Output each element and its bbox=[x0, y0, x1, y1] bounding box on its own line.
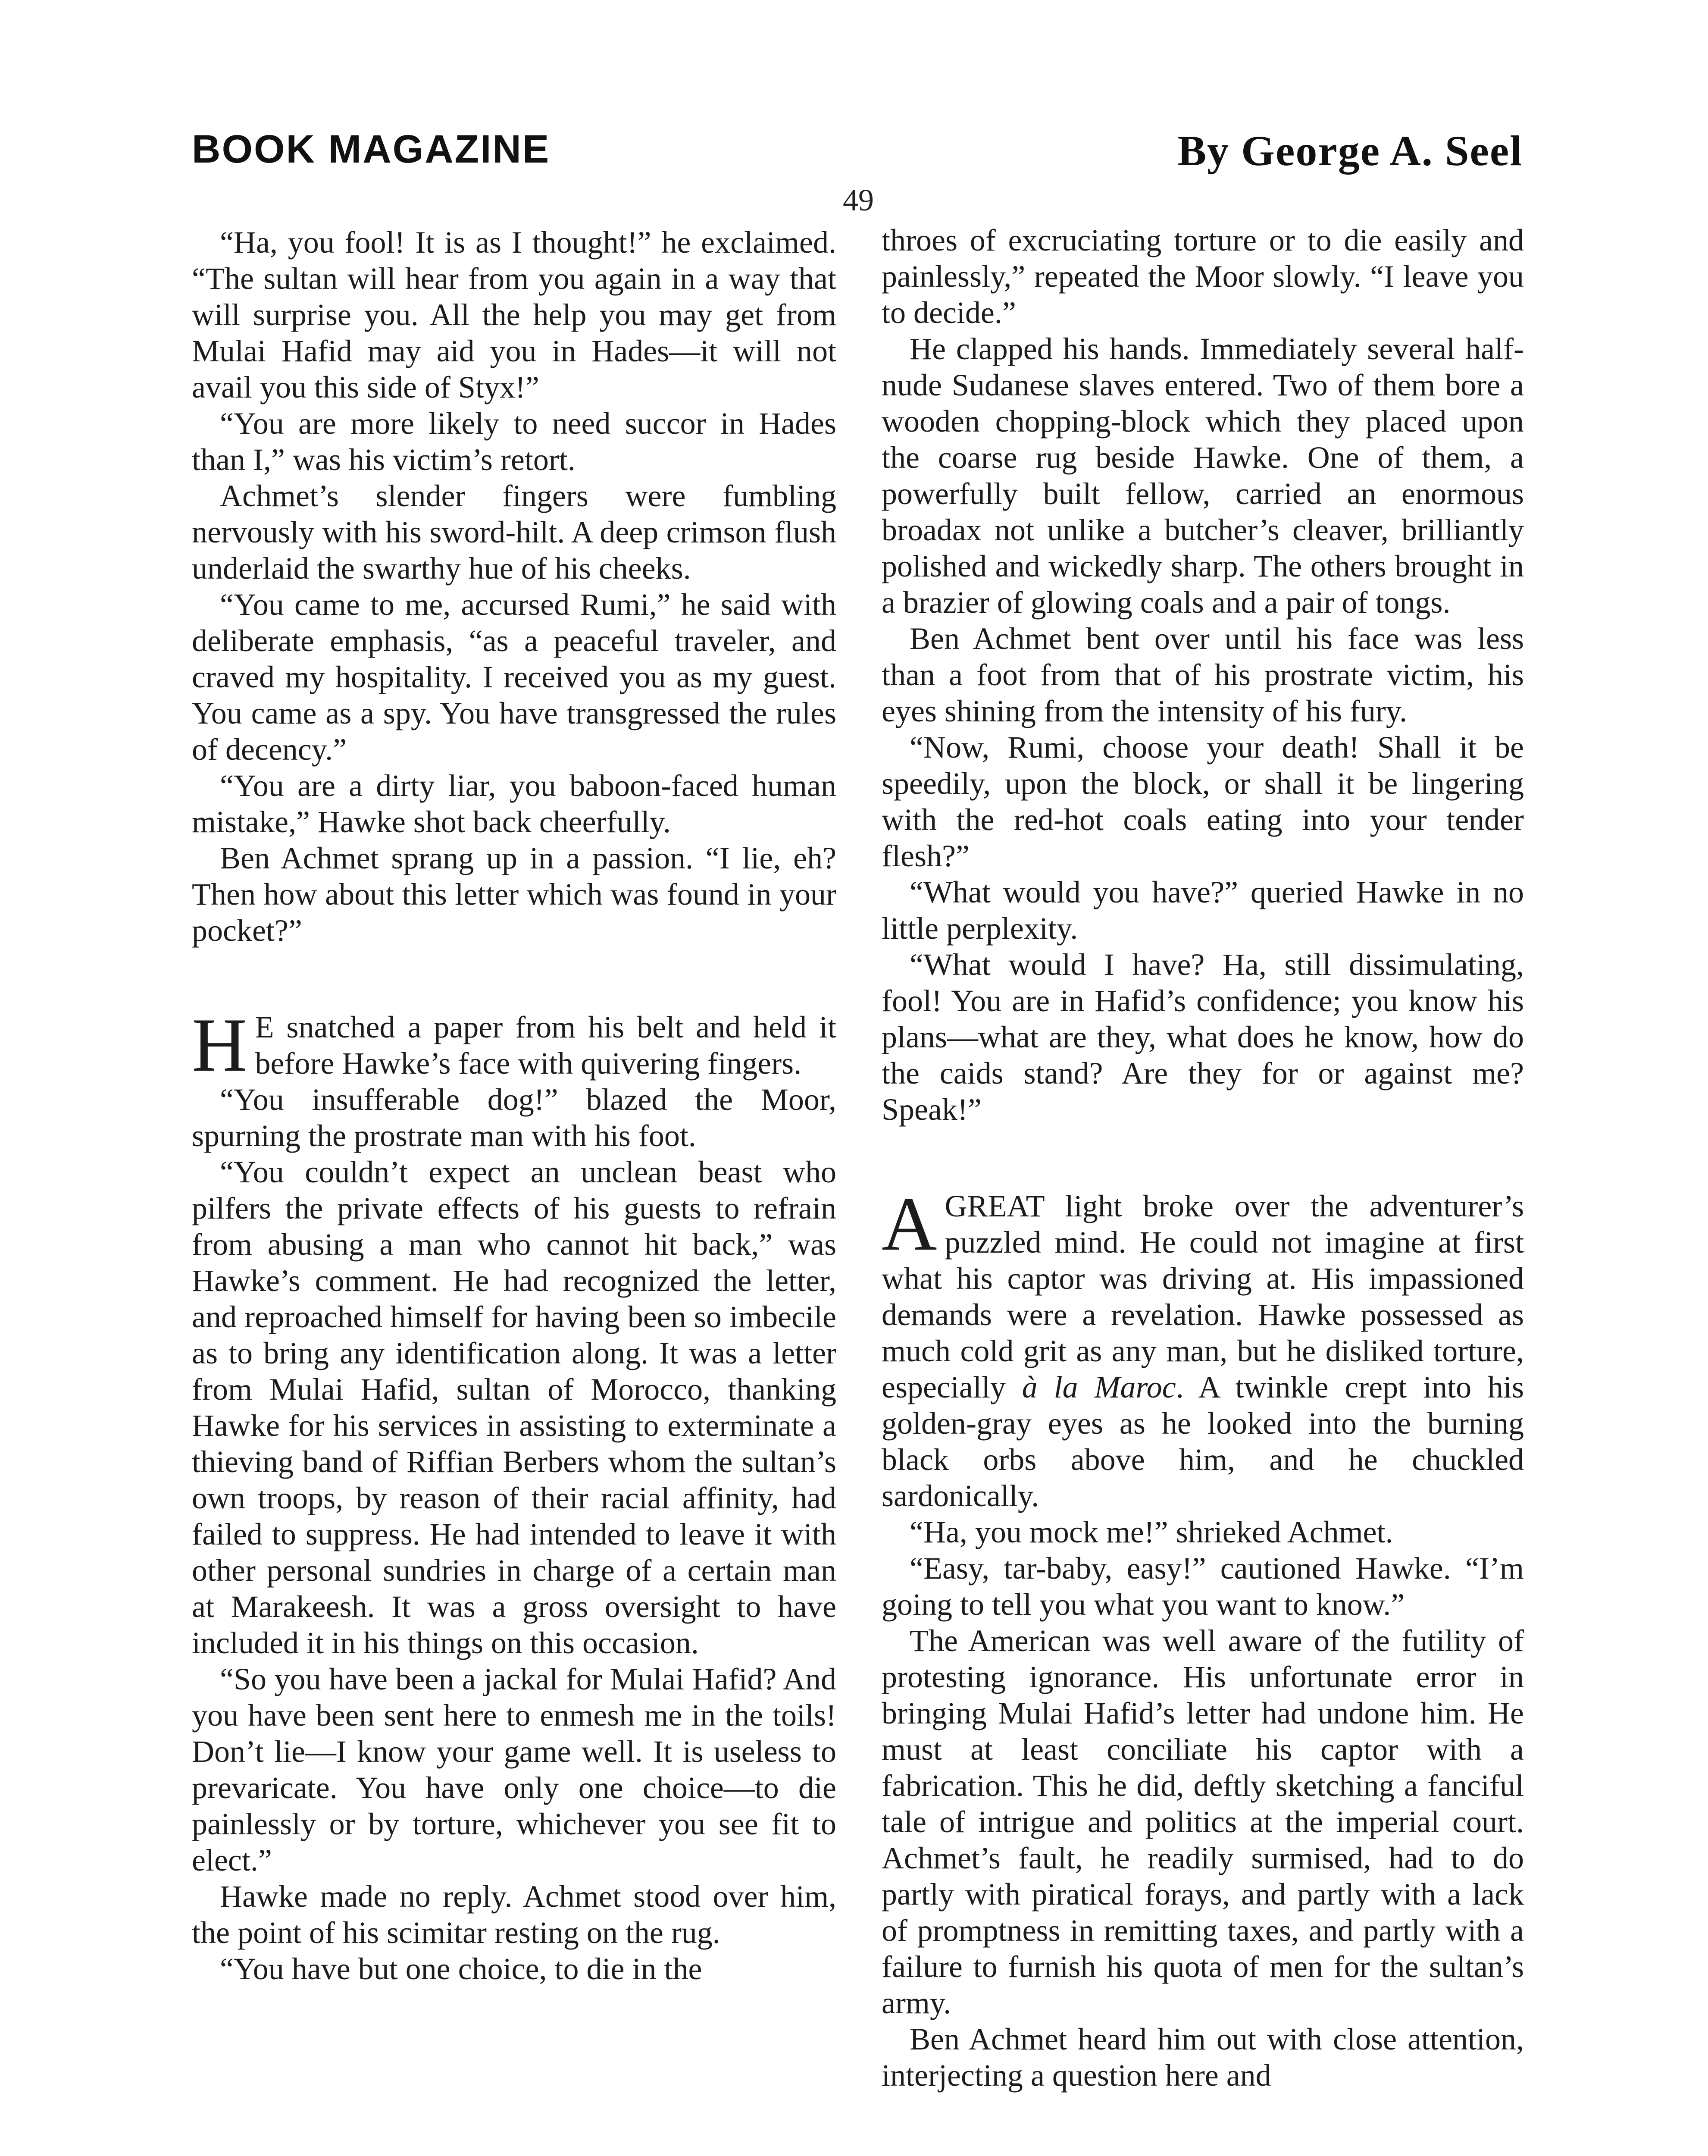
section-opening-paragraph bbox=[882, 1181, 1524, 1514]
paragraph: “Now, Rumi, choose your death! Shall it be speedily, upon the block, or shall it be lingering with the red-hot coals eating into your tender flesh?” bbox=[882, 730, 1524, 873]
paragraph: “You came to me, accursed Rumi,” he said with deliberate emphasis, “as a peaceful traveler, and craved my hospitality. I received you as my guest. You came as a spy. You have transgressed the rules of decency.” bbox=[192, 587, 836, 767]
paragraph: “You are a dirty liar, you baboon-faced human mistake,” Hawke shot back cheerfully. bbox=[192, 768, 836, 839]
paragraph: “So you have been a jackal for Mulai Hafid? And you have been sent here to enmesh me in the toils! Don’t lie—I know your game well. It is useless to prevaricate. You have only one choice—to die painlessly or by torture, whichever you see fit to elect.” bbox=[192, 1662, 836, 1877]
paragraph: “What would I have? Ha, still dissimulating, fool! You are in Hafid’s confidence; you know his plans—what are they, what does he know, how do the caids stand? Are they for or against me? Speak!” bbox=[882, 947, 1524, 1127]
paragraph-text: GREAT light broke over the adventurer’s puzzled mind. He could not imagine at first what his captor was driving at. His impassioned demands were a revelation. Hawke possessed as much cold grit as any man, but he disliked torture, especially bbox=[882, 1189, 1524, 1404]
drop-cap: A bbox=[882, 1181, 937, 1266]
paragraph: “What would you have?” queried Hawke in no little perplexity. bbox=[882, 875, 1524, 946]
right-column bbox=[882, 222, 1524, 2093]
paragraph: “Ha, you mock me!” shrieked Achmet. bbox=[910, 1515, 1393, 1549]
paragraph: “You couldn’t expect an unclean beast who pilfers the private effects of his guests to refrain from abusing a man who cannot hit back,” was Hawke’s comment. He had recognized the letter, and reproached himself for having been so imbecile as to bring any identification along. It was a letter from Mulai Hafid, sultan of Morocco, thanking Hawke for his services in assisting to exterminate a thieving band of Riffian Berbers whom the sultan’s own troops, by reason of their racial affinity, had failed to suppress. He had intended to leave it with other personal sundries in charge of a certain man at Marakeesh. It was a gross oversight to have included it in his things on this occasion. bbox=[192, 1155, 836, 1660]
paragraph: Ben Achmet heard him out with close attention, interjecting a question here and bbox=[882, 2022, 1524, 2093]
paragraph: Hawke made no reply. Achmet stood over him, the point of his scimitar resting on the rug. bbox=[192, 1879, 836, 1950]
left-column bbox=[192, 224, 836, 1987]
paragraph: Ben Achmet bent over until his face was less than a foot from that of his prostrate victim, his eyes shining from the intensity of his fury. bbox=[882, 621, 1524, 728]
paragraph-text: . A twinkle crept into his golden-gray eyes as he looked into the burning black orbs above him, and he chuckled sardonically. bbox=[882, 1370, 1524, 1513]
paragraph-continued: throes of excruciating torture or to die easily and painlessly,” repeated the Moor slowly. “I leave you to decide.” bbox=[882, 223, 1524, 330]
running-head-magazine: BOOK MAGAZINE bbox=[192, 127, 551, 171]
paragraph-text: E snatched a paper from his belt and held it before Hawke’s face with quivering fingers. bbox=[255, 1010, 836, 1081]
page-number: 49 bbox=[843, 183, 874, 217]
paragraph: “Easy, tar-baby, easy!” cautioned Hawke. “I’m going to tell you what you want to know.” bbox=[882, 1551, 1524, 1622]
section-opening-paragraph bbox=[192, 1002, 836, 1087]
italic-phrase: à la Maroc bbox=[1022, 1370, 1176, 1404]
paragraph: Ben Achmet sprang up in a passion. “I lie, eh? Then how about this letter which was found in your pocket?” bbox=[192, 841, 836, 948]
paragraph: “You insufferable dog!” blazed the Moor, spurning the prostrate man with his foot. bbox=[192, 1082, 836, 1153]
drop-cap: H bbox=[192, 1002, 247, 1087]
paragraph: Achmet’s slender fingers were fumbling nervously with his sword-hilt. A deep crimson flush underlaid the swarthy hue of his cheeks. bbox=[192, 479, 836, 586]
paragraph: “You have but one choice, to die in the bbox=[220, 1952, 702, 1986]
paragraph: “Ha, you fool! It is as I thought!” he exclaimed. “The sultan will hear from you again in a way that will surprise you. All the help you may get from Mulai Hafid may aid you in Hades—it will not avail you this side of Styx!” bbox=[192, 225, 836, 404]
paragraph: He clapped his hands. Immediately several half-nude Sudanese slaves entered. Two of them bore a wooden chopping-block which they placed upon the coarse rug beside Hawke. One of them, a powerfully built fellow, carried an enormous broadax not unlike a butcher’s cleaver, brilliantly polished and wickedly sharp. The others brought in a brazier of glowing coals and a pair of tongs. bbox=[882, 332, 1524, 620]
paragraph: “You are more likely to need succor in Hades than I,” was his victim’s retort. bbox=[192, 406, 836, 477]
paragraph: The American was well aware of the futility of protesting ignorance. His unfortunate error in bringing Mulai Hafid’s letter had undone him. He must at least conciliate his captor with a fabrication. This he did, deftly sketching a fanciful tale of intrigue and politics at the imperial court. Achmet’s fault, he readily surmised, had to do partly with piratical forays, and partly with a lack of promptness in remitting taxes, and partly with a failure to furnish his quota of men for the sultan’s army. bbox=[882, 1623, 1524, 2020]
running-head-author: By George A. Seel bbox=[1177, 127, 1523, 175]
